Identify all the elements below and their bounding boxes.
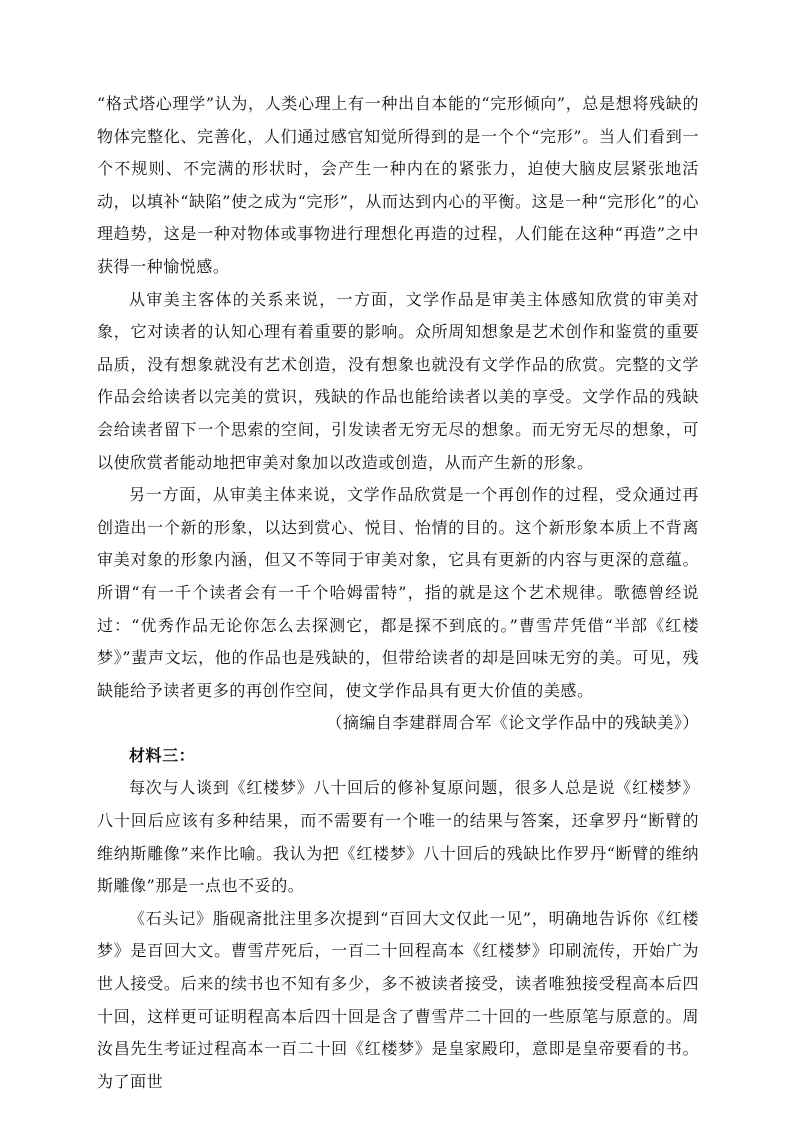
paragraph-honglou-restoration: 每次与人谈到《红楼梦》八十回后的修补复原问题，很多人总是说《红楼梦》八十回后应该有多种结果，而不需要有一个唯一的结果与答案，还拿罗丹“断臂的维纳斯雕像”来作比喻。我认为把《红楼梦》八十回后的残缺比作罗丹“断臂的维纳斯雕像”那是一点也不妥的。 xyxy=(97,778,699,896)
paragraph-aesthetic-subject: 另一方面，从审美主体来说，文学作品欣赏是一个再创作的过程，受众通过再创造出一个新的形象，以达到赏心、悦目、怡情的目的。这个新形象本质上不背离审美对象的形象内涵，但又不等同于审美对象，它具有更新的内容与更深的意蕴。所谓“有一千个读者会有一千个哈姆雷特”，指的就是这个艺术规律。歌德曾经说过：“优秀作品无论你怎么去探测它，都是探不到底的。”曹雪芹凭借“半部《红楼梦》”蜚声文坛，他的作品也是残缺的，但带给读者的却是回味无穷的美。可见，残缺能给予读者更多的再创作空间，使文学作品具有更大价值的美感。 xyxy=(97,485,699,700)
section-heading-material-three: 材料三： xyxy=(129,745,196,765)
source-citation: （摘编自李建群周合军《论文学作品中的残缺美》） xyxy=(326,713,699,733)
paragraph-aesthetic-object: 从审美主客体的关系来说，一方面，文学作品是审美主体感知欣赏的审美对象，它对读者的认知心理有着重要的影响。众所周知想象是艺术创作和鉴赏的重要品质，没有想象就没有艺术创造，没有想象也就没有文学作品的欣赏。完整的文学作品会给读者以完美的赏识，残缺的作品也能给读者以美的享受。文学作品的残缺会给读者留下一个思索的空间，引发读者无穷无尽的想象。而无穷无尽的想象，可以使欣赏者能动地把审美对象加以改造或创造，从而产生新的形象。 xyxy=(97,289,699,472)
paragraph-shitouji-annotation: 《石头记》脂砚斋批注里多次提到“百回大文仅此一见”，明确地告诉你《红楼梦》是百回大文。曹雪芹死后，一百二十回程高本《红楼梦》印刷流传，开始广为世人接受。后来的续书也不知有多少，多不被读者接受，读者唯独接受程高本后四十回，这样更可证明程高本后四十回是含了曹雪芹二十回的一些原笔与原意的。周汝昌先生考证过程高本一百二十回《红楼梦》是皇家殿印，意即是皇帝要看的书。为了面世 xyxy=(97,908,699,1091)
document-page xyxy=(97,88,699,1098)
paragraph-gestalt-psychology: “格式塔心理学”认为，人类心理上有一种出自本能的“完形倾向”，总是想将残缺的物体完整化、完善化，人们通过感官知觉所得到的是一个个“完形”。当人们看到一个不规则、不完满的形状时，会产生一种内在的紧张力，迫使大脑皮层紧张地活动，以填补“缺陷”使之成为“完形”，从而达到内心的平衡。这是一种“完形化”的心理趋势，这是一种对物体或事物进行理想化再造的过程，人们能在这种“再造”之中获得一种愉悦感。 xyxy=(97,94,699,276)
